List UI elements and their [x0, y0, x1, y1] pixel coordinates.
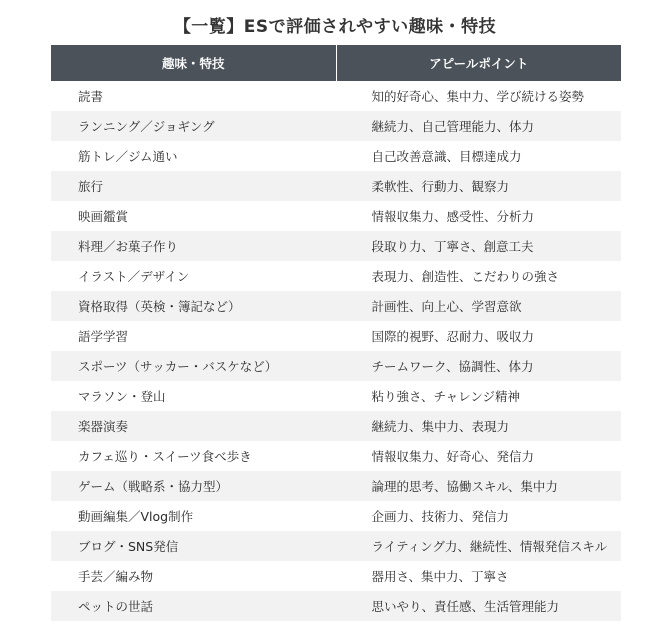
- appeal-point-cell: 継続力、集中力、表現力: [371, 419, 510, 434]
- appeal-point-cell: ライティング力、継続性、情報発信スキル: [371, 539, 608, 554]
- hobby-cell: ランニング／ジョギング: [78, 119, 215, 134]
- table-row: [51, 351, 621, 381]
- table-row: [51, 441, 621, 471]
- table-row: [51, 501, 621, 531]
- table-row: [51, 111, 621, 141]
- table-row: [51, 171, 621, 201]
- table-header: [51, 45, 621, 81]
- page-title: 【一覧】ESで評価されやすい趣味・特技: [173, 17, 497, 37]
- hobby-table: [51, 45, 621, 621]
- table-row: [51, 201, 621, 231]
- hobby-cell: カフェ巡り・スイーツ食べ歩き: [78, 449, 252, 464]
- appeal-point-cell: 段取り力、丁寧さ、創意工夫: [371, 239, 534, 254]
- table-row: [51, 321, 621, 351]
- appeal-point-cell: 継続力、自己管理能力、体力: [371, 119, 535, 134]
- hobby-cell: スポーツ（サッカー・バスケなど）: [78, 359, 278, 374]
- appeal-point-cell: 論理的思考、協働スキル、集中力: [371, 479, 558, 494]
- table-row: [51, 231, 621, 261]
- hobby-cell: 料理／お菓子作り: [78, 239, 179, 254]
- hobby-cell: 映画鑑賞: [78, 209, 129, 224]
- appeal-point-cell: 表現力、創造性、こだわりの強さ: [371, 269, 560, 284]
- appeal-point-cell: 国際的視野、忍耐力、吸収力: [371, 329, 535, 344]
- hobby-cell: ブログ・SNS発信: [78, 539, 179, 554]
- table-row: [51, 291, 621, 321]
- column-header-appeal-point: アピールポイント: [336, 45, 622, 81]
- table-row: [51, 81, 621, 111]
- hobby-cell: 手芸／編み物: [78, 569, 154, 584]
- appeal-point-cell: 思いやり、責任感、生活管理能力: [371, 599, 560, 614]
- hobby-cell: ゲーム（戦略系・協力型）: [78, 479, 229, 494]
- hobby-cell: マラソン・登山: [78, 389, 166, 404]
- hobby-cell: 読書: [78, 89, 104, 104]
- appeal-point-cell: 計画性、向上心、学習意欲: [371, 299, 522, 314]
- hobby-cell: ペットの世話: [78, 599, 154, 614]
- hobby-cell: 筋トレ／ジム通い: [78, 149, 178, 164]
- hobby-cell: 楽器演奏: [78, 419, 129, 434]
- table-row: [51, 591, 621, 621]
- hobby-cell: イラスト／デザイン: [78, 269, 190, 284]
- hobby-cell: 動画編集／Vlog制作: [78, 509, 194, 524]
- appeal-point-cell: 情報収集力、好奇心、発信力: [371, 449, 535, 464]
- appeal-point-cell: 自己改善意識、目標達成力: [371, 149, 522, 164]
- hobby-cell: 旅行: [78, 179, 104, 194]
- table-body: [51, 81, 621, 621]
- appeal-point-cell: 器用さ、集中力、丁寧さ: [371, 569, 509, 584]
- appeal-point-cell: 柔軟性、行動力、観察力: [371, 179, 510, 194]
- table-row: [51, 261, 621, 291]
- appeal-point-cell: 粘り強さ、チャレンジ精神: [371, 389, 521, 404]
- hobby-cell: 語学学習: [78, 329, 129, 344]
- appeal-point-cell: 知的好奇心、集中力、学び続ける姿勢: [371, 89, 585, 104]
- table-row: [51, 381, 621, 411]
- column-header-hobby: 趣味・特技: [161, 56, 225, 71]
- table-row: [51, 141, 621, 171]
- hobby-cell: 資格取得（英検・簿記など）: [78, 299, 241, 314]
- table-row: [51, 471, 621, 501]
- appeal-point-cell: 企画力、技術力、発信力: [371, 509, 510, 524]
- appeal-point-cell: チームワーク、協調性、体力: [371, 359, 534, 374]
- appeal-point-cell: 情報収集力、感受性、分析力: [371, 209, 535, 224]
- table-row: [51, 531, 621, 561]
- table-row: [51, 411, 621, 441]
- table-row: [51, 561, 621, 591]
